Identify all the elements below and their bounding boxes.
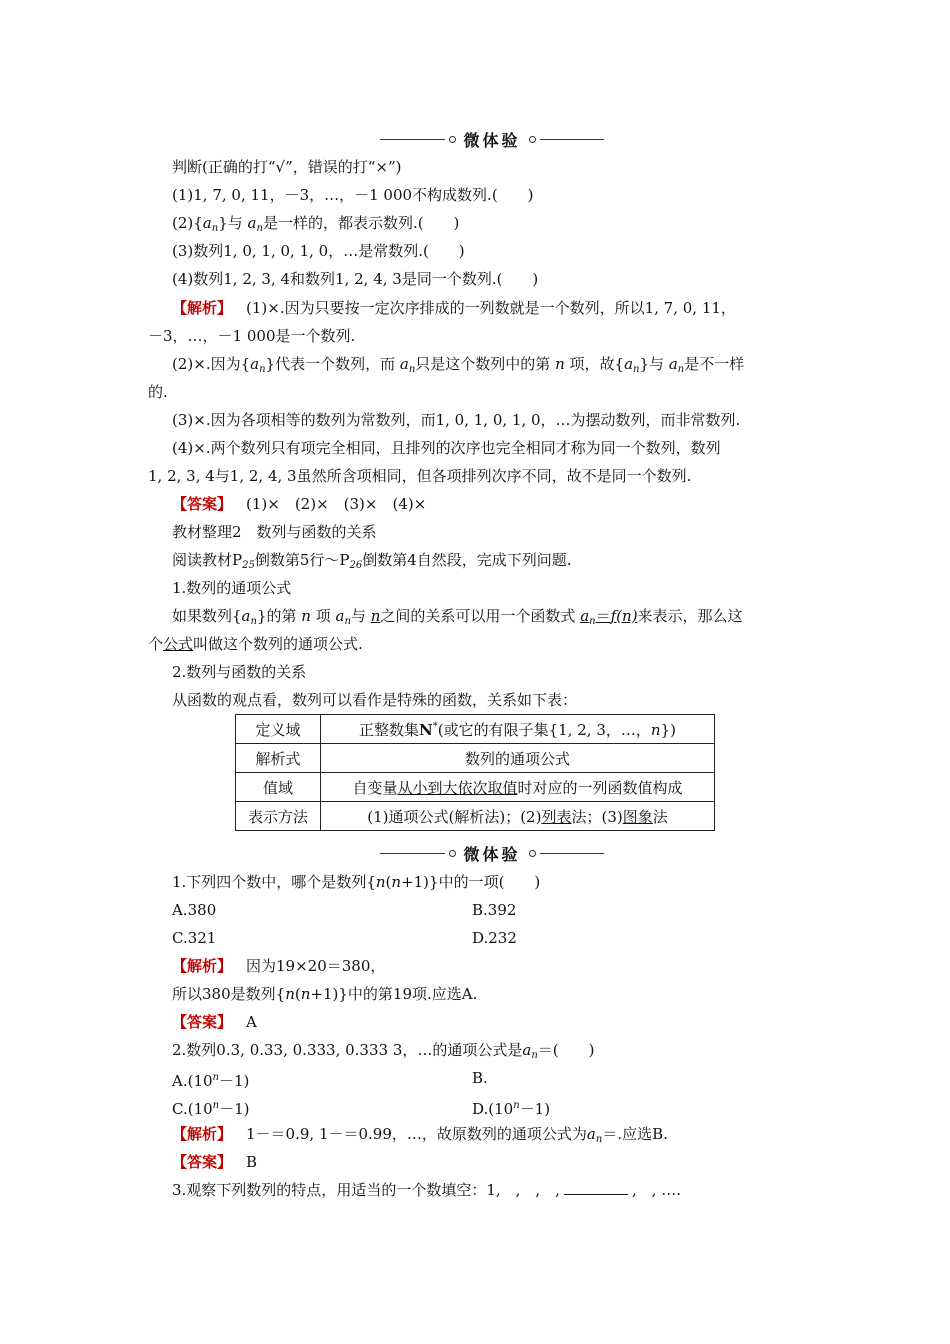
judge-analysis-2: (2)×.因为$\{a_n\}$代表一个数列，而 $a_n$只是这个数列中的第 n 项，故$\{a_n\}$与 $a_n$是不一样 <box>172 355 745 375</box>
judge-analysis-1b: －3，…，－1 000是一个数列. <box>148 327 356 345</box>
analysis-tag: 【解析】 <box>172 299 233 317</box>
section2-p3: 从函数的观点看，数列可以看作是特殊的函数，关系如下表： <box>172 691 578 709</box>
table-header-cell: 解析式 <box>236 744 321 773</box>
table-header-cell: 表示方法 <box>236 802 321 831</box>
banner-title: 微体验 <box>463 130 521 150</box>
ex3-question: 3.观察下列数列的特点，用适当的一个数填空：1, , , , , , …. <box>172 1181 682 1199</box>
banner-dot-icon <box>529 850 536 857</box>
banner-rule-left <box>380 853 445 854</box>
section2-p1: 如果数列$\{a_n\}$的第 n 项 $a_n$与 n之间的关系可以用一个函数式 $a_n=f(n)$来表示，那么这 <box>172 607 743 627</box>
section2-heading: 教材整理2 数列与函数的关系 <box>172 523 377 541</box>
table-row <box>236 802 715 831</box>
ex2-option-b: B. <box>472 1069 488 1087</box>
table-value-cell: 数列的通项公式 <box>321 744 715 773</box>
banner-title: 微体验 <box>463 844 521 864</box>
ex1-option-d: D.232 <box>472 929 517 947</box>
judge-analysis-3: (3)×.因为各项相等的数列为常数列，而1, 0, 1, 0, 1, 0，…为摆动数列，而非常数列. <box>172 411 741 429</box>
banner-dot-icon <box>449 850 456 857</box>
section2-p2: 个公式叫做这个数列的通项公式. <box>148 635 363 653</box>
table-header-cell: 定义域 <box>236 715 321 744</box>
judge-q3: (3)数列1, 0, 1, 0, 1, 0，…是常数列.( ) <box>172 242 465 260</box>
banner-dot-icon <box>449 136 456 143</box>
banner-rule-right <box>540 853 605 854</box>
answer-tag: 【答案】 <box>172 1153 233 1171</box>
judge-analysis-4: (4)×.两个数列只有项完全相同，且排列的次序也完全相同才称为同一个数列，数列 <box>172 439 721 457</box>
judge-intro: 判断(正确的打“√”，错误的打“×”) <box>172 158 402 176</box>
answer-tag: 【答案】 <box>172 1013 233 1031</box>
ex1-analysis: 【解析】 因为19×20＝380， <box>172 957 386 975</box>
analysis-tag: 【解析】 <box>172 957 233 975</box>
judge-q2: $(2)\{a_n\}$与 $a_n$是一样的，都表示数列.( ) <box>172 214 460 234</box>
judge-analysis-2b: 的. <box>148 383 168 401</box>
analysis-tag: 【解析】 <box>172 1125 233 1143</box>
sequence-function-table <box>235 714 715 831</box>
ex2-option-c: $C.(10^n-1)$ <box>172 1100 250 1118</box>
ex2-analysis: 【解析】 1－＝0.9, 1－＝0.99，…，故原数列的通项公式为$a_n=$.应选B. <box>172 1125 668 1145</box>
judge-q1: (1)1, 7, 0, 11，－3，…，－1 000不构成数列.( ) <box>172 186 534 204</box>
table-value-cell: (1)通项公式(解析法)；(2)列表法；(3)图象法 <box>321 802 715 831</box>
ex1-answer: 【答案】 A <box>172 1013 257 1031</box>
table-value-cell: 自变量从小到大依次取值时对应的一列函数值构成 <box>321 773 715 802</box>
ex2-question: 2.数列0.3, 0.33, 0.333, 0.333 3，…的通项公式是$a_n=$( ) <box>172 1041 595 1061</box>
ex2-option-d: $D.(10^n-1)$ <box>472 1100 551 1118</box>
ex1-analysis-2: 所以380是数列{n(n+1)}中的第19项.应选A. <box>172 985 478 1003</box>
section2-read: 阅读教材$P_{25}$倒数第5行$\sim P_{26}$倒数第4自然段，完成下列问题. <box>172 551 572 571</box>
section2-h1: 1.数列的通项公式 <box>172 579 292 597</box>
banner-rule-right <box>540 139 605 140</box>
section-banner-1 <box>380 128 604 150</box>
table-row <box>236 744 715 773</box>
table-row <box>236 773 715 802</box>
section-banner-2 <box>380 842 604 864</box>
judge-q4: (4)数列1, 2, 3, 4和数列1, 2, 4, 3是同一个数列.( ) <box>172 270 539 288</box>
fill-blank[interactable] <box>564 1180 628 1195</box>
table-row <box>236 715 715 744</box>
section2-h2: 2.数列与函数的关系 <box>172 663 307 681</box>
ex1-question: 1.下列四个数中，哪个是数列{n(n+1)}中的一项( ) <box>172 873 541 891</box>
banner-rule-left <box>380 139 445 140</box>
ex2-option-a: $A.(10^n-1)$ <box>172 1072 250 1090</box>
ex1-option-a: A.380 <box>172 901 217 919</box>
judge-answer: 【答案】 (1)× (2)× (3)× (4)× <box>172 495 427 513</box>
judge-analysis-1: 【解析】 (1)×.因为只要按一定次序排成的一列数就是一个数列，所以1, 7, 0, 11， <box>172 299 736 317</box>
ex1-option-b: B.392 <box>472 901 517 919</box>
answer-tag: 【答案】 <box>172 495 233 513</box>
table-value-cell: 正整数集N*(或它的有限子集{1, 2, 3，…，n}) <box>321 715 715 744</box>
ex2-answer: 【答案】 B <box>172 1153 258 1171</box>
ex1-option-c: C.321 <box>172 929 217 947</box>
judge-analysis-4b: 1, 2, 3, 4与1, 2, 4, 3虽然所含项相同，但各项排列次序不同，故不是同一个数列. <box>148 467 692 485</box>
banner-dot-icon <box>529 136 536 143</box>
table-header-cell: 值域 <box>236 773 321 802</box>
